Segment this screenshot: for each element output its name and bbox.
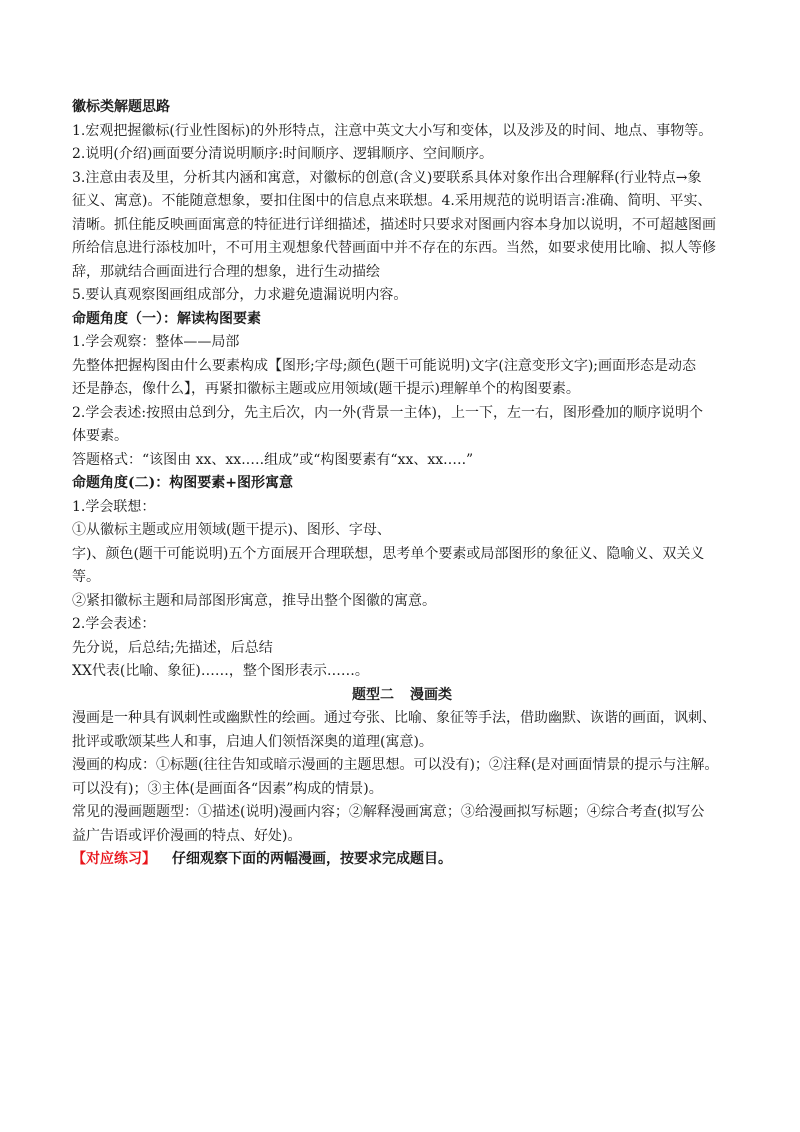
- paragraph-line: 5.要认真观察图画组成部分，力求避免遗漏说明内容。: [72, 287, 408, 303]
- comic-heading-type: 题型二: [352, 686, 394, 703]
- section-heading-logo: 徽标类解题思路: [72, 99, 170, 115]
- paragraph-line: 2.说明(介绍)画面要分清说明顺序:时间顺序、逻辑顺序、空间顺序。: [72, 146, 493, 162]
- practice-line: [72, 848, 732, 872]
- paragraph-line: 3.注意由表及里，分析其内涵和寓意，对徽标的创意(含义)要联系具体对象作出合理解释(行业特点→象: [72, 169, 702, 186]
- paragraph-line: ①从徽标主题或应用领域(题干提示)、图形、字母、: [72, 522, 391, 538]
- paragraph-line: 清晰。抓住能反映画面寓意的特征进行详细描述，描述时只要求对图画内容本身加以说明，不可超越图画: [72, 216, 716, 233]
- comic-heading-title: 漫画类: [410, 686, 452, 703]
- paragraph-line: 漫画是一种具有讽刺性或幽默性的绘画。通过夸张、比喻、象征等手法，借助幽默、诙谐的画面，讽刺、: [72, 710, 716, 726]
- document-body: [72, 96, 732, 872]
- paragraph-line: 字)、颜色(题干可能说明)五个方面展开合理联想，思考单个要素或局部图形的象征义、隐喻义、双关义: [72, 545, 705, 562]
- paragraph-line: 等。: [72, 569, 100, 585]
- paragraph-line: XX代表(比喻、象征)……，整个图形表示……。: [72, 663, 369, 679]
- paragraph-line: 1.宏观把握徽标(行业性图标)的外形特点，注意中英文大小写和变体，以及涉及的时间、地点、事物等。: [72, 122, 713, 139]
- paragraph-line: 漫画的构成：①标题(往往告知或暗示漫画的主题思想。可以没有)；②注释(是对画面情景的提示与注解。: [72, 757, 719, 773]
- paragraph-line: 常见的漫画题题型：①描述(说明)漫画内容；②解释漫画寓意；③给漫画拟写标题；④综合考查(拟写公: [72, 804, 705, 820]
- section-heading-angle-2: 命题角度(二)：构图要素+图形寓意: [72, 475, 293, 491]
- practice-tag: 【对应练习】: [72, 851, 156, 867]
- paragraph-line: 益广告语或评价漫画的特点、好处)。: [72, 827, 302, 844]
- paragraph-line: 批评或歌颂某些人和事，启迪人们领悟深奥的道理(寓意)。: [72, 733, 433, 750]
- section-heading-comic: [72, 684, 732, 708]
- paragraph-line: ②紧扣徽标主题和局部图形寓意，推导出整个图徽的寓意。: [72, 592, 436, 609]
- paragraph-line: 还是静态，像什么】，再紧扣徽标主题或应用领域(题干提示)理解单个的构图要素。: [72, 381, 580, 397]
- paragraph-line: 答题格式：“该图由 xx、xx.….组成”或“构图要素有“xx、xx.….”: [72, 451, 474, 468]
- practice-instruction: 仔细观察下面的两幅漫画，按要求完成题目。: [172, 851, 452, 867]
- paragraph-line: 辞，那就结合画面进行合理的想象，进行生动描绘: [72, 263, 380, 280]
- paragraph-line: 体要素。: [72, 428, 128, 444]
- paragraph-line: 所给信息进行添枝加叶，不可用主观想象代替画面中并不存在的东西。当然，如要求使用比喻、拟人等修: [72, 240, 716, 256]
- paragraph-line: 可以没有)；③主体(是画面各“因素”构成的情景)。: [72, 780, 383, 797]
- paragraph-line: 1.学会观察：整体——局部: [72, 334, 240, 350]
- section-heading-angle-1: 命题角度（一）：解读构图要素: [72, 310, 261, 327]
- paragraph-line: 先分说，后总结;先描述，后总结: [72, 639, 273, 656]
- paragraph-line: 1.学会联想：: [72, 498, 156, 515]
- paragraph-line: 先整体把握构图由什么要素构成【图形;字母;颜色(题干可能说明)文字(注意变形文字);画面形态是动态: [72, 357, 696, 374]
- paragraph-line: 征义、寓意)。不能随意想象，要扣住图中的信息点来联想。4.采用规范的说明语言:准确、简明、平实、: [72, 193, 712, 209]
- paragraph-line: 2.学会表述：: [72, 616, 156, 632]
- paragraph-line: 2.学会表述:按照由总到分，先主后次，内一外(背景一主体)，上一下，左一右，图形叠加的顺序说明个: [72, 404, 703, 421]
